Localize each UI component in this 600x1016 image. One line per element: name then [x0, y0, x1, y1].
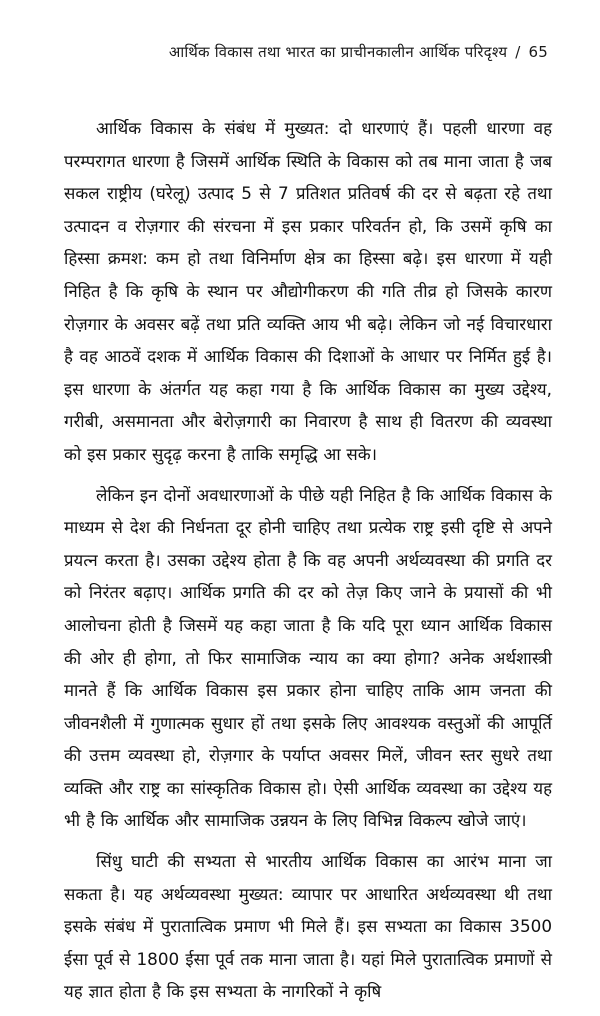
header-title: आर्थिक विकास तथा भारत का प्राचीनकालीन आर्थिक परिदृश्य [168, 43, 508, 61]
page-number: 65 [528, 43, 548, 61]
running-header [169, 42, 548, 62]
body-text [64, 112, 552, 1016]
header-separator: / [515, 43, 521, 61]
paragraph-economic-development-concepts: आर्थिक विकास के संबंध में मुख्यत: दो धारणाएं हैं। पहली धारणा वह परम्परागत धारणा है जिसमें आर्थिक स्थिति के विकास को तब माना जाता है जब सकल राष्ट्रीय (घरेलू) उत्पाद 5 से 7 प्रतिशत प्रतिवर्ष की दर से बढ़ता रहे तथा उत्पादन व रोज़गार की संरचना में इस प्रकार परिवर्तन हो, कि उसमें कृषि का हिस्सा क्रमश: कम हो तथा विनिर्माण क्षेत्र का हिस्सा बढ़े। इस धारणा में यही निहित है कि कृषि के स्थान पर औद्योगीकरण की गति तीव्र हो जिसके कारण रोज़गार के अवसर बढ़ें तथा प्रति व्यक्ति आय भी बढ़े। लेकिन जो नई विचारधारा है वह आठवें दशक में आर्थिक विकास की दिशाओं के आधार पर निर्मित हुई है। इस धारणा के अंतर्गत यह कहा गया है कि आर्थिक विकास का मुख्य उद्देश्य, गरीबी, असमानता और बेरोज़गारी का निवारण है साथ ही वितरण की व्यवस्था को इस प्रकार सुदृढ़ करना है ताकि समृद्धि आ सके। [64, 118, 552, 464]
paragraph-indus-valley-civilization: सिंधु घाटी की सभ्यता से भारतीय आर्थिक विकास का आरंभ माना जा सकता है। यह अर्थव्यवस्था मुख्यत: व्यापार पर आधारित अर्थव्यवस्था थी तथा इसके संबंध में पुरातात्विक प्रमाण भी मिले हैं। इस सभ्यता का विकास 3500 ईसा पूर्व से 1800 ईसा पूर्व तक माना जाता है। यहां मिले पुरातात्विक प्रमाणों से यह ज्ञात होता है कि इस सभ्यता के नागरिकों ने कृषि [64, 851, 552, 1002]
paragraph-poverty-and-social-justice: लेकिन इन दोनों अवधारणाओं के पीछे यही निहित है कि आर्थिक विकास के माध्यम से देश की निर्धनता दूर होनी चाहिए तथा प्रत्येक राष्ट्र इसी दृष्टि से अपने प्रयत्न करता है। उसका उद्देश्य होता है कि वह अपनी अर्थव्यवस्था की प्रगति दर को निरंतर बढ़ाए। आर्थिक प्रगति की दर को तेज़ किए जाने के प्रयासों की भी आलोचना होती है जिसमें यह कहा जाता है कि यदि पूरा ध्यान आर्थिक विकास की ओर ही होगा, तो फिर सामाजिक न्याय का क्या होगा? अनेक अर्थशास्त्री मानते हैं कि आर्थिक विकास इस प्रकार होना चाहिए ताकि आम जनता की जीवनशैली में गुणात्मक सुधार हों तथा इसके लिए आवश्यक वस्तुओं की आपूर्ति की उत्तम व्यवस्था हो, रोज़गार के पर्याप्त अवसर मिलें, जीवन स्तर सुधरे तथा व्यक्ति और राष्ट्र का सांस्कृतिक विकास हो। ऐसी आर्थिक व्यवस्था का उद्देश्य यह भी है कि आर्थिक और सामाजिक उन्नयन के लिए विभिन्न विकल्प खोजे जाएं। [64, 484, 552, 831]
